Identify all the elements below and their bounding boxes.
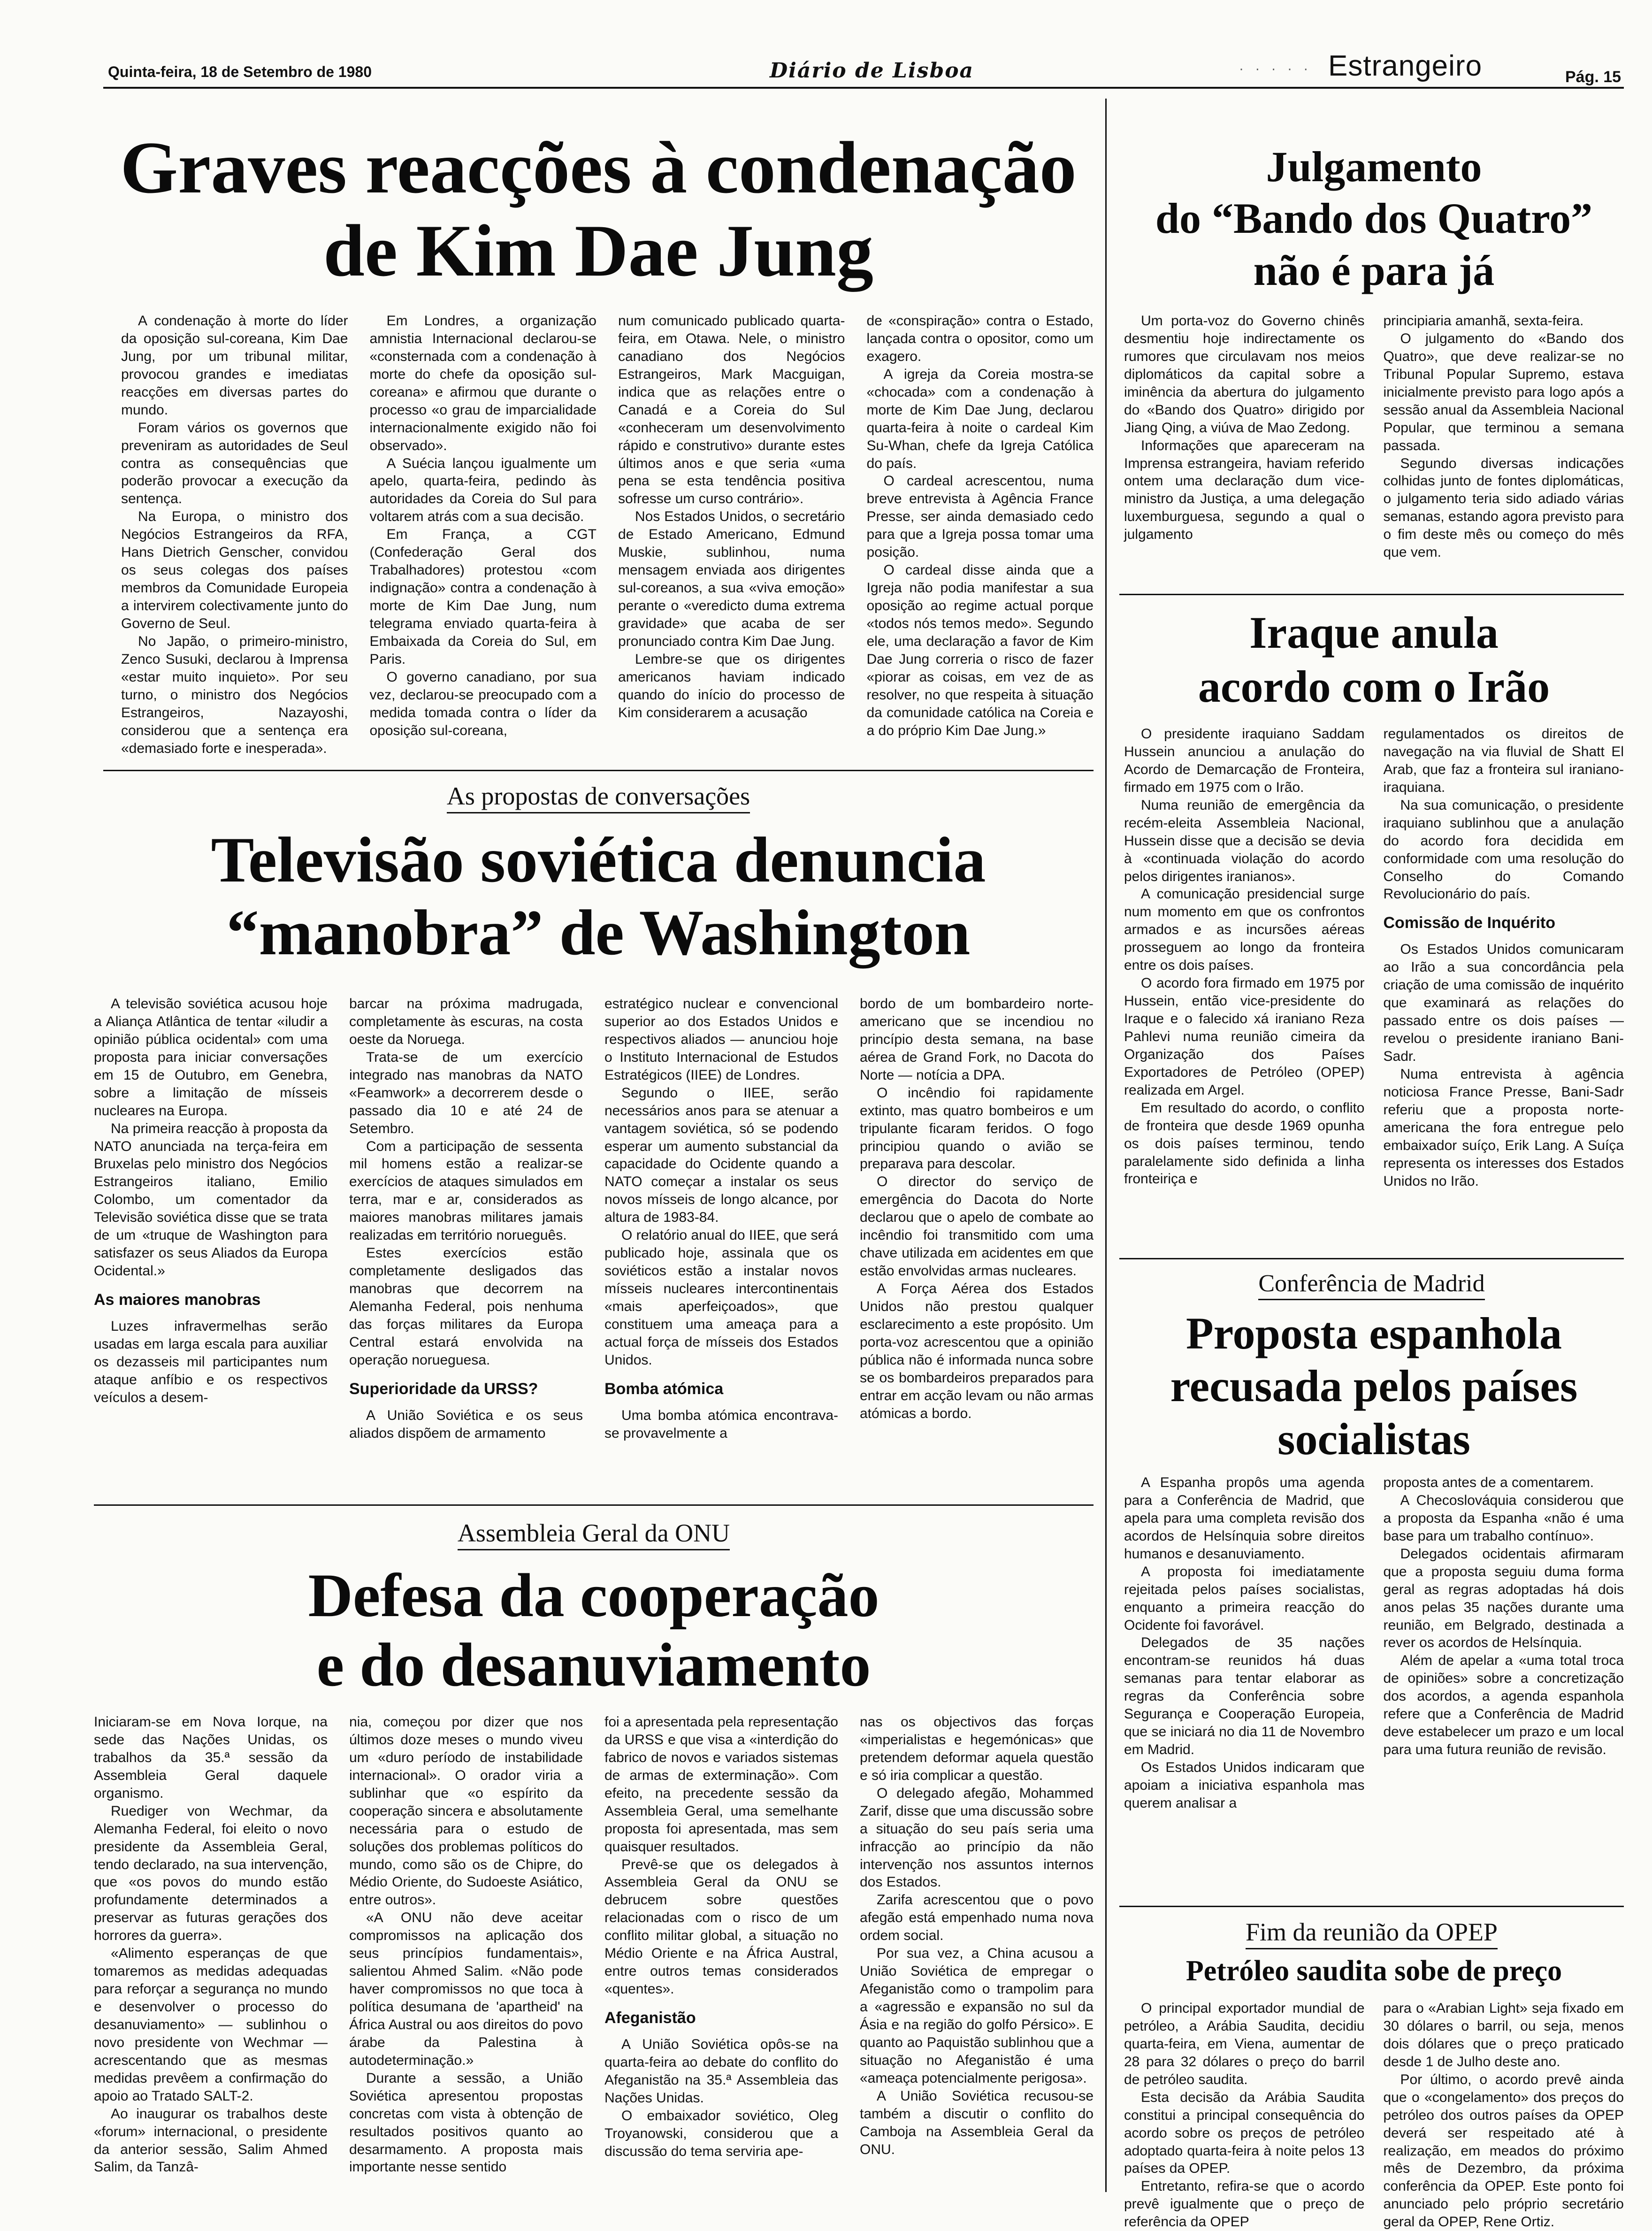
col-2: proposta antes de a comentarem. A Checoslováquia considerou que a proposta da Espanha «não é uma base para um trabalho contínuo». Delegados ocidentais afirmaram que a proposta seguiu duma forma geral as regras adoptadas há dois anos pelas 35 nações durante uma reunião, em Belgrado, destinada a rever os acordos de Helsínquia. Além de apelar a «uma total troca de opiniões» sobre a concretização dos acordos, a agenda espanhola refere que a Conferência de Madrid deve estabelecer um prazo e um local para uma futura reunião de revisão. xyxy=(1383,1475,1624,1758)
article-rule xyxy=(1119,594,1624,595)
newspaper-title: Diário de Lisboa xyxy=(770,59,974,83)
article-rule xyxy=(94,1504,1094,1506)
article-rule xyxy=(1119,1906,1624,1907)
col-3: estratégico nuclear e convencional superior ao dos Estados Unidos e respectivos aliados — anunciou hoje o Instituto Internacional de Estudos Estratégicos (IIEE) de Londres. Segundo o IIEE, serão necessários anos para se atenuar a vantagem soviética, só se podendo esperar um aumento substancial da capacidade do Ocidente quando a NATO começar a instalar os seus novos mísseis de longo alcance, por altura de 1983-84. O relatório anual do IIEE, que será publicado hoje, assinala que os soviéticos estão a instalar novos mísseis nucleares intercontinentais «mais aperfeiçoados», que constituem uma ameaça para a actual força de mísseis dos Estados Unidos. Bomba atómica Uma bomba atómica encontrava-se provavelmente a xyxy=(604,996,838,1441)
col-1: O principal exportador mundial de petróleo, a Arábia Saudita, decidiu quarta-feira, em Viena, aumentar de 28 para 32 dólares o preço do barril de petróleo saudita. Esta decisão da Arábia Saudita constitui a principal consequência do acordo sobre os preços de petróleo adoptado quarta-feira à noite pelos 13 países da OPEP. Entretanto, refira-se que o acordo prevê igualmente que o preço de referência da OPEP xyxy=(1124,2001,1365,2230)
col-3: foi a apresentada pela representação da URSS e que visa a «interdição do fabrico de novos e variados sistemas de armas de exterminação». Com efeito, na precedente sessão da Assembleia Geral, uma semelhante proposta foi apresentada, mas sem quaisquer resultados. Prevê-se que os delegados à Assembleia Geral da ONU se debrucem sobre questões relacionadas com o risco de um conflito militar global, a situação no Médio Oriente e na África Austral, entre outros temas considerados «quentes». Afeganistão A União Soviética opôs-se na quarta-feira ao debate do conflito do Afeganistão na 35.ª Assembleia das Nações Unidas. O embaixador soviético, Oleg Troyanowski, considerou que a discussão do tema serviria ape- xyxy=(604,1714,838,2159)
col-4: nas os objectivos das forças «imperialistas e hegemónicas» que pretendem deformar aquela questão e só iria complicar a questão. O delegado afegão, Mohammed Zarif, disse que uma discussão sobre a situação do seu país seria uma infracção ao princípio da não intervenção nos assuntos internos dos Estados. Zarifa acrescentou que o povo afegão está empenhado numa nova ordem social. Por sua vez, a China acusou a União Soviética de empregar o Afeganistão como o trampolim para a «agressão e expansão no sul da Ásia e na região do golfo Pérsico». E quanto ao Paquistão sublinhou que a situação no Afeganistão é uma «ameaça potencialmente perigosa». A União Soviética recusou-se também a discutir o conflito do Camboja na Assembleia Geral da ONU. xyxy=(860,1714,1094,2157)
article-tv-body xyxy=(94,995,1094,1486)
page-number: Pág. 15 xyxy=(1565,68,1621,86)
col-1: A condenação à morte do líder da oposição sul-coreana, Kim Dae Jung, por um tribunal militar, provocou grandes e imediatas reacções em diversas partes do mundo. Foram vários os governos que preveniram as autoridades de Seul contra as consequências que poderão provocar a execução da sentença. Na Europa, o ministro dos Negócios Estrangeiros da RFA, Hans Dietrich Genscher, convidou os seus colegas dos países membros da Comunidade Europeia a intervirem colectivamente junto do Governo de Seul. No Japão, o primeiro-ministro, Zenco Susuki, declarou à Imprensa «estar muito inquieto». Por seu turno, o ministro dos Negócios Estrangeiros, Nazayoshi, considerou que a sentença era «demasiado forte e inesperada». xyxy=(121,313,348,756)
col-2: nia, começou por dizer que nos últimos doze meses o mundo viveu um «duro período de instabilidade internacional». O orador viria a sublinhar que «o espírito da cooperação sincera e absolutamente necessária para o estudo de soluções dos problemas políticos do mundo, como são os de Chipre, do Médio Oriente, do Sudoeste Asiático, entre outros». «A ONU não deve aceitar compromissos na aplicação dos seus princípios fundamentais», salientou Ahmed Salim. «Não pode haver compromissos no que toca à política desumana de 'apartheid' na África Austral ou aos direitos do povo árabe da Palestina à autodeterminação.» Durante a sessão, a União Soviética apresentou propostas concretas com vista à obtenção de resultados positivos quanto ao desarmamento. A proposta mais importante nesse sentido xyxy=(349,1714,583,2175)
col-2: regulamentados os direitos de navegação na via fluvial de Shatt El Arab, que faz a fronteira sul iraniano-iraquiana. Na sua comunicação, o presidente iraquiano sublinhou que a anulação do acordo fora decidida em conformidade com uma resolução do Conselho do Comando Revolucionário do país. Comissão de Inquérito Os Estados Unidos comunicaram ao Irão a sua concordância pela criação de uma comissão de inquérito que examinará as relações do passado entre os dois países — revelou o presidente iraniano Bani-Sadr. Numa entrevista à agência noticiosa France Presse, Bani-Sadr referiu que a proposta norte-americana the fora entregue pelo embaixador suíço, Erik Lang. A Suíça representa os interesses dos Estados Unidos no Irão. xyxy=(1383,726,1624,1189)
article-bando-body xyxy=(1124,312,1624,584)
article-opep-kicker: Fim da reunião da OPEP xyxy=(1119,1917,1624,1947)
article-tv-kicker: As propostas de conversações xyxy=(103,782,1094,811)
article-madrid-kicker: Conferência de Madrid xyxy=(1119,1270,1624,1297)
section-name: Estrangeiro xyxy=(1328,50,1483,82)
col-2: Em Londres, a organização amnistia Internacional declarou-se «consternada com a condenação à morte do chefe da oposição sul-coreana» e afirmou que durante o processo «o grau de imparcialidade internacionalmente exigido não foi observado». A Suécia lançou igualmente um apelo, quarta-feira, pedindo às autoridades da Coreia do Sul para voltarem atrás com a sua decisão. Em França, a CGT (Confederação Geral dos Trabalhadores) protestou «com indignação» contra a condenação à morte de Kim Dae Jung, num telegrama enviado quarta-feira à Embaixada da Coreia do Sul, em Paris. O governo canadiano, por sua vez, declarou-se preocupado com a medida tomada contra o líder da oposição sul-coreana, xyxy=(369,313,597,738)
article-opep-body xyxy=(1124,2000,1624,2230)
article-onu-body xyxy=(94,1713,1094,2192)
article-bando-headline: Julgamento do “Bando dos Quatro” não é para já xyxy=(1155,143,1593,294)
article-tv-headline: Televisão soviética denuncia “manobra” de Washington xyxy=(211,824,986,968)
col-4: bordo de um bombardeiro norte-americano que se incendiou no princípio desta semana, na base aérea de Grand Fork, no Dacota do Norte — notícia a DPA. O incêndio foi rapidamente extinto, mas quatro bombeiros e um tripulante ficaram feridos. O fogo principiou quando o avião se preparava para descolar. O director do serviço de emergência do Dacota do Norte declarou que o apelo de combate ao incêndio foi transmitido com uma chave utilizada em acidentes em que estão envolvidas armas nucleares. A Força Aérea dos Estados Unidos não prestou qualquer esclarecimento a este propósito. Um porta-voz acrescentou que a opinião pública não é informada nunca sobre se os bombardeiros preparados para entrar em acção levam ou não armas atómicas a bordo. xyxy=(860,996,1094,1421)
col-1: A televisão soviética acusou hoje a Aliança Atlântica de tentar «iludir a opinião pública ocidental» com uma proposta para iniciar conversações em 15 de Outubro, em Genebra, sobre a limitação de mísseis nucleares na Europa. Na primeira reacção à proposta da NATO anunciada na terça-feira em Bruxelas pelo ministro dos Negócios Estrangeiros italiano, Emilio Colombo, um comentador da Televisão soviética disse que se trata de um «truque de Washington para satisfazer os seus Aliados da Europa Ocidental.» As maiores manobras Luzes infravermelhas serão usadas em larga escala para auxiliar os dezasseis mil participantes num ataque anfíbio e os respectivos veículos a desem- xyxy=(94,996,328,1405)
article-onu-headline: Defesa da cooperação e do desanuviamento xyxy=(308,1561,880,1699)
col-1: O presidente iraquiano Saddam Hussein anunciou a anulação do Acordo de Demarcação de Fronteira, firmado em 1975 com o Irão. Numa reunião de emergência da recém-eleita Assembleia Nacional, Hussein disse que a decisão se devia à «continuada violação do acordo pelos dirigentes iranianos». A comunicação presidencial surge num momento em que os confrontos armados e as incursões aéreas prosseguem ao longo da fronteira entre os dois países. O acordo fora firmado em 1975 por Hussein, então vice-presidente do Iraque e o falecido xá iraniano Reza Pahlevi numa reunião cimeira da Organização dos Países Exportadores de Petróleo (OPEP) realizada em Argel. Em resultado do acordo, o conflito de fronteira que desde 1969 opunha os dois países terminou, tendo paralelamente sido definida a linha fronteiriça e xyxy=(1124,726,1365,1187)
masthead-rule xyxy=(103,87,1624,89)
article-madrid-headline: Proposta espanhola recusada pelos países socialistas xyxy=(1170,1308,1578,1464)
col-4: de «conspiração» contra o Estado, lançada contra o opositor, como um exagero. A igreja da Coreia mostra-se «chocada» com a condenação à morte de Kim Dae Jung, declarou quarta-feira à noite o cardeal Kim Su-Whan, chefe da Igreja Católica do país. O cardeal acrescentou, numa breve entrevista à Agência France Presse, ser ainda demasiado cedo para que a Igreja possa tomar uma posição. O cardeal disse ainda que a Igreja não podia manifestar a sua oposição ao regime actual porque «todos nós temos medo». Segundo ele, uma declaração a favor de Kim Dae Jung correria o risco de fazer «piorar as coisas, em vez de as resolver, no que respeita à situação da comunidade católica na Coreia e a do próprio Kim Dae Jung.» xyxy=(866,313,1094,738)
col-2: barcar na próxima madrugada, completamente às escuras, na costa oeste da Noruega. Trata-se de um exercício integrado nas manobras da NATO «Feamwork» a decorrerem desde o passado dia 10 e até 24 de Setembro. Com a participação de sessenta mil homens estão a realizar-se exercícios de ataques simulados em terra, mar e ar, considerados as maiores manobras militares jamais realizadas em território norueguês. Estes exercícios estão completamente desligados das manobras que decorrem na Alemanha Federal, pois nenhuma das forças militares da Europa Central estará envolvida na operação norueguesa. Superioridade da URSS? A União Soviética e os seus aliados dispõem de armamento xyxy=(349,996,583,1441)
article-onu-kicker: Assembleia Geral da ONU xyxy=(94,1518,1094,1548)
article-rule xyxy=(103,770,1094,771)
col-2: principiaria amanhã, sexta-feira. O julgamento do «Bando dos Quatro», que deve realizar-se no Tribunal Popular Supremo, estava inicialmente previsto para logo após a sessão anual da Assembleia Nacional Popular, que terminou a semana passada. Segundo diversas indicações colhidas junto de fontes diplomáticas, o julgamento teria sido adiado várias semanas, estando agora previsto para o fim deste mês ou começo do mês que vem. xyxy=(1383,313,1624,560)
col-1: A Espanha propôs uma agenda para a Conferência de Madrid, que apela para uma completa revisão dos acordos de Helsínquia sobre direitos humanos e desanuviamento. A proposta foi imediatamente rejeitada pelos países socialistas, enquanto a primeira reacção do Ocidente foi favorável. Delegados de 35 nações encontram-se reunidos há duas semanas para tentar elaborar as regras da Conferência sobre Segurança e Cooperação Europeia, que se iniciará no dia 11 de Novembro em Madrid. Os Estados Unidos indicaram que apoiam a iniciativa espanhola mas querem analisar a xyxy=(1124,1475,1365,1811)
issue-date: Quinta-feira, 18 de Setembro de 1980 xyxy=(108,63,372,80)
article-madrid-body xyxy=(1124,1474,1624,1894)
article-iraque-body xyxy=(1124,725,1624,1246)
col-1: Iniciaram-se em Nova Iorque, na sede das Nações Unidas, os trabalhos da 35.ª sessão da Assembleia Geral daquele organismo. Ruediger von Wechmar, da Alemanha Federal, foi eleito o novo presidente da Assembleia Geral, tendo declarado, na sua intervenção, que «os povos do mundo estão profundamente determinados a preservar as futuras gerações dos horrores da guerra». «Alimento esperanças de que tomaremos as medidas adequadas para reforçar a segurança no mundo e desenvolver o processo do desanuviamento» — sublinhou o novo presidente von Wechmar — acrescentando que as mesmas medidas prevêem a confirmação do apoio ao Tratado SALT-2. Ao inaugurar os trabalhos deste «forum» internacional, o presidente da anterior sessão, Salim Ahmed Salim, da Tanzâ- xyxy=(94,1714,328,2175)
article-kim-headline: Graves reacções à condenação de Kim Dae Jung xyxy=(120,127,1077,292)
article-rule xyxy=(1119,1258,1624,1259)
col-2: para o «Arabian Light» seja fixado em 30 dólares o barril, ou seja, menos dois dólares que o preço praticado desde 1 de Julho deste ano. Por último, o acordo prevê ainda que o «congelamento» dos preços do petróleo dos outros países da OPEP deverá ser respeitado até à realização, em meados do próximo mês de Dezembro, da próxima conferência da OPEP. Este ponto foi anunciado pelo próprio secretário geral da OPEP, Rene Ortiz. xyxy=(1383,2001,1624,2230)
col-1: Um porta-voz do Governo chinês desmentiu hoje indirectamente os rumores que circulavam nos meios diplomáticos da capital sobre a iminência da abertura do julgamento do «Bando dos Quatro» dirigido por Jiang Qing, a viúva de Mao Zedong. Informações que apareceram na Imprensa estrangeira, haviam referido ontem uma declaração dum vice-ministro da Justiça, a uma delegação luxemburguesa, segundo a qual o julgamento xyxy=(1124,313,1365,543)
article-iraque-headline: Iraque anula acordo com o Irão xyxy=(1198,607,1550,712)
masthead-dots: · · · · · xyxy=(1239,61,1312,77)
article-opep-headline: Petróleo saudita sobe de preço xyxy=(1185,1955,1562,1987)
column-divider xyxy=(1105,99,1107,2192)
article-kim-body xyxy=(121,312,1094,756)
col-3: num comunicado publicado quarta-feira, em Otawa. Nele, o ministro canadiano dos Negócios Estrangeiros, Mark Macguigan, indica que as relações entre o Canadá e a Coreia do Sul «conheceram um desenvolvimento rápido e construtivo» durante estes últimos anos e que seria «uma pena se esta tendência positiva sofresse um curso contrário». Nos Estados Unidos, o secretário de Estado Americano, Edmund Muskie, sublinhou, numa mensagem enviada aos dirigentes sul-coreanos, a sua «viva emoção» perante o «veredicto duma extrema gravidade» que acaba de ser pronunciado contra Kim Dae Jung. Lembre-se que os dirigentes americanos haviam indicado quando do início do processo de Kim considerarem a acusação xyxy=(618,313,845,721)
